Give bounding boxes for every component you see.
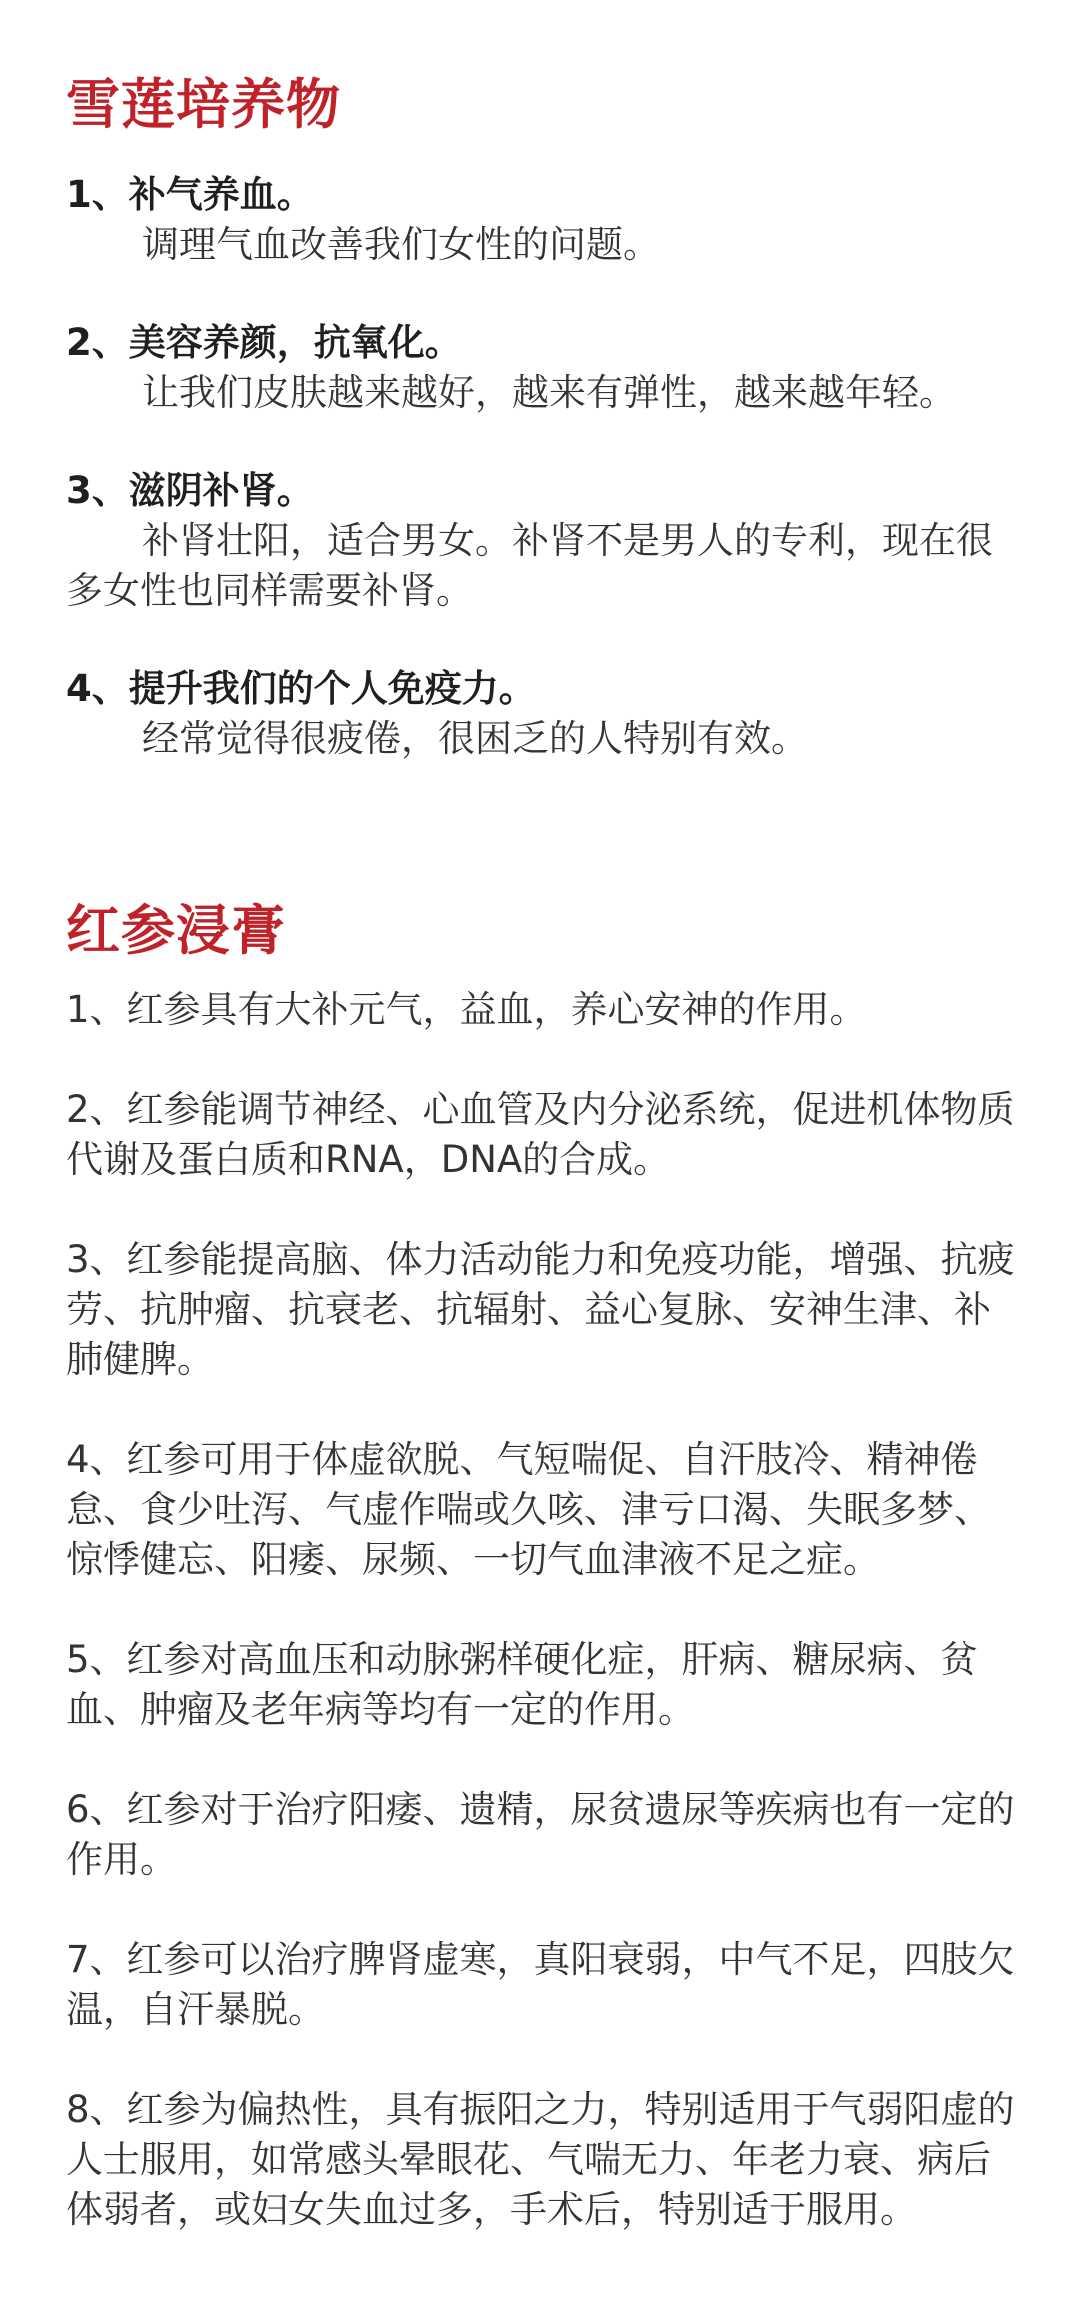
red-ginseng-title: 红参浸膏: [66, 898, 286, 962]
item-heading: 4、提升我们的个人免疫力。: [66, 667, 536, 710]
snow-lotus-title: 雪莲培养物: [66, 72, 341, 136]
snow-lotus-item: [66, 664, 1016, 764]
item-description: 让我们皮肤越来越好，越来有弹性，越来越年轻。: [142, 371, 956, 414]
red-ginseng-item: 2、红参能调节神经、心血管及内分泌系统，促进机体物质代谢及蛋白质和RNA，DNA的合成。: [66, 1088, 1015, 1181]
item-heading: 3、滋阴补肾。: [66, 469, 314, 512]
red-ginseng-item: 7、红参可以治疗脾肾虚寒，真阳衰弱，中气不足，四肢欠温，自汗暴脱。: [66, 1938, 1015, 2031]
snow-lotus-item: [66, 170, 1016, 270]
item-description: 补肾壮阳，适合男女。补肾不是男人的专利，现在很多女性也同样需要补肾。: [66, 519, 993, 612]
item-heading: 1、补气养血。: [66, 173, 314, 216]
red-ginseng-item: 3、红参能提高脑、体力活动能力和免疫功能，增强、抗疲劳、抗肿瘤、抗衰老、抗辐射、益心复脉、安神生津、补肺健脾。: [66, 1238, 1015, 1381]
red-ginseng-item: 5、红参对高血压和动脉粥样硬化症，肝病、糖尿病、贫血、肿瘤及老年病等均有一定的作用。: [66, 1638, 978, 1731]
item-heading: 2、美容养颜，抗氧化。: [66, 321, 462, 364]
item-description: 调理气血改善我们女性的问题。: [142, 223, 660, 266]
red-ginseng-item: 1、红参具有大补元气，益血，养心安神的作用。: [66, 988, 867, 1031]
red-ginseng-item: 4、红参可用于体虚欲脱、气短喘促、自汗肢冷、精神倦怠、食少吐泻、气虚作喘或久咳、津亏口渴、失眠多梦、惊悸健忘、阳痿、尿频、一切气血津液不足之症。: [66, 1438, 991, 1581]
snow-lotus-item: [66, 318, 1016, 418]
red-ginseng-item: 8、红参为偏热性，具有振阳之力，特别适用于气弱阳虚的人士服用，如常感头晕眼花、气喘无力、年老力衰、病后体弱者，或妇女失血过多，手术后，特别适于服用。: [66, 2088, 1015, 2231]
snow-lotus-item: [66, 466, 1016, 616]
red-ginseng-item: 6、红参对于治疗阳痿、遗精，尿贫遗尿等疾病也有一定的作用。: [66, 1788, 1015, 1881]
item-description: 经常觉得很疲倦，很困乏的人特别有效。: [142, 717, 808, 760]
